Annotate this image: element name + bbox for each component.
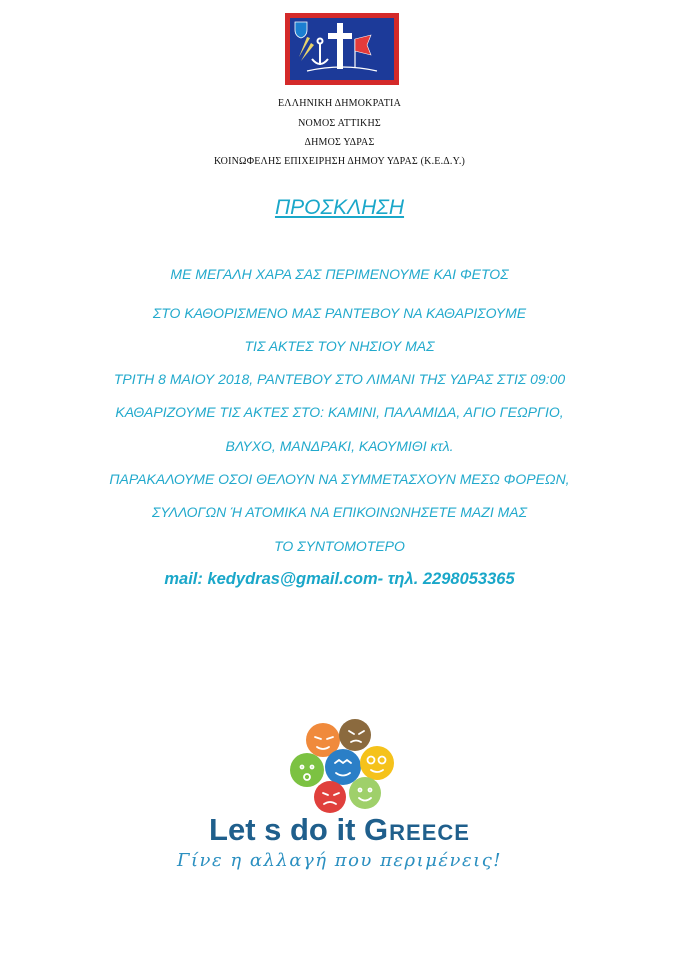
header-line-organization: ΚΟΙΝΩΦΕΛΗΣ ΕΠΙΧΕΙΡΗΣΗ ΔΗΜΟΥ ΥΔΡΑΣ (Κ.Ε.Δ.Υ.) xyxy=(213,156,466,167)
faces-logo-icon xyxy=(285,715,405,815)
contact-info: mail: kedydras@gmail.com- τηλ. 2298053365 xyxy=(164,570,515,588)
brand-wordmark xyxy=(0,812,679,848)
brand-country-text: Greece xyxy=(364,812,470,847)
invitation-line: ΣΥΛΛΟΓΩΝ Ή ΑΤΟΜΙΚΑ ΝΑ ΕΠΙΚΟΙΝΩΝΗΣΕΤΕ ΜΑΖΙ ΜΑΣ xyxy=(151,504,527,520)
municipal-emblem-icon xyxy=(285,13,399,85)
header-line-municipality: ΔΗΜΟΣ ΥΔΡΑΣ xyxy=(304,137,375,148)
invitation-line: ΜΕ ΜΕΓΑΛΗ ΧΑΡΑ ΣΑΣ ΠΕΡΙΜΕΝΟΥΜΕ ΚΑΙ ΦΕΤΟΣ xyxy=(170,266,509,282)
invitation-line: ΣΤΟ ΚΑΘΟΡΙΣΜΕΝΟ ΜΑΣ ΡΑΝΤΕΒΟΥ ΝΑ ΚΑΘΑΡΙΣΟΥΜΕ xyxy=(152,305,527,321)
page-title: ΠΡΟΣΚΛΗΣΗ xyxy=(274,196,405,219)
invitation-line: ΤΡΙΤΗ 8 ΜΑΙΟΥ 2018, ΡΑΝΤΕΒΟΥ ΣΤΟ ΛΙΜΑΝΙ ΤΗΣ ΥΔΡΑΣ ΣΤΙΣ 09:00 xyxy=(113,371,566,387)
header-line-country: ΕΛΛΗΝΙΚΗ ΔΗΜΟΚΡΑΤΙΑ xyxy=(278,98,401,109)
header-line-prefecture: ΝΟΜΟΣ ΑΤΤΙΚΗΣ xyxy=(298,118,381,129)
invitation-line: ΚΑΘΑΡΙΖΟΥΜΕ ΤΙΣ ΑΚΤΕΣ ΣΤΟ: ΚΑΜΙΝΙ, ΠΑΛΑΜΙΔΑ, ΑΓΙΟ ΓΕΩΡΓΙΟ, xyxy=(115,404,564,420)
invitation-line: ΒΛΥΧΟ, ΜΑΝΔΡΑΚΙ, ΚΑΟΥΜΙΘΙ κτλ. xyxy=(225,438,454,454)
brand-slogan: Γίνε η αλλαγή που περιμένεις! xyxy=(176,850,503,871)
invitation-line: ΤΟ ΣΥΝΤΟΜΟΤΕΡΟ xyxy=(274,538,405,554)
brand-main-text: Let s do it xyxy=(209,812,365,847)
invitation-line: ΤΙΣ ΑΚΤΕΣ ΤΟΥ ΝΗΣΙΟΥ ΜΑΣ xyxy=(244,338,435,354)
invitation-line: ΠΑΡΑΚΑΛΟΥΜΕ ΟΣΟΙ ΘΕΛΟΥΝ ΝΑ ΣΥΜΜΕΤΑΣΧΟΥΝ ΜΕΣΩ ΦΟΡΕΩΝ, xyxy=(109,471,570,487)
shield-icon xyxy=(295,22,307,38)
